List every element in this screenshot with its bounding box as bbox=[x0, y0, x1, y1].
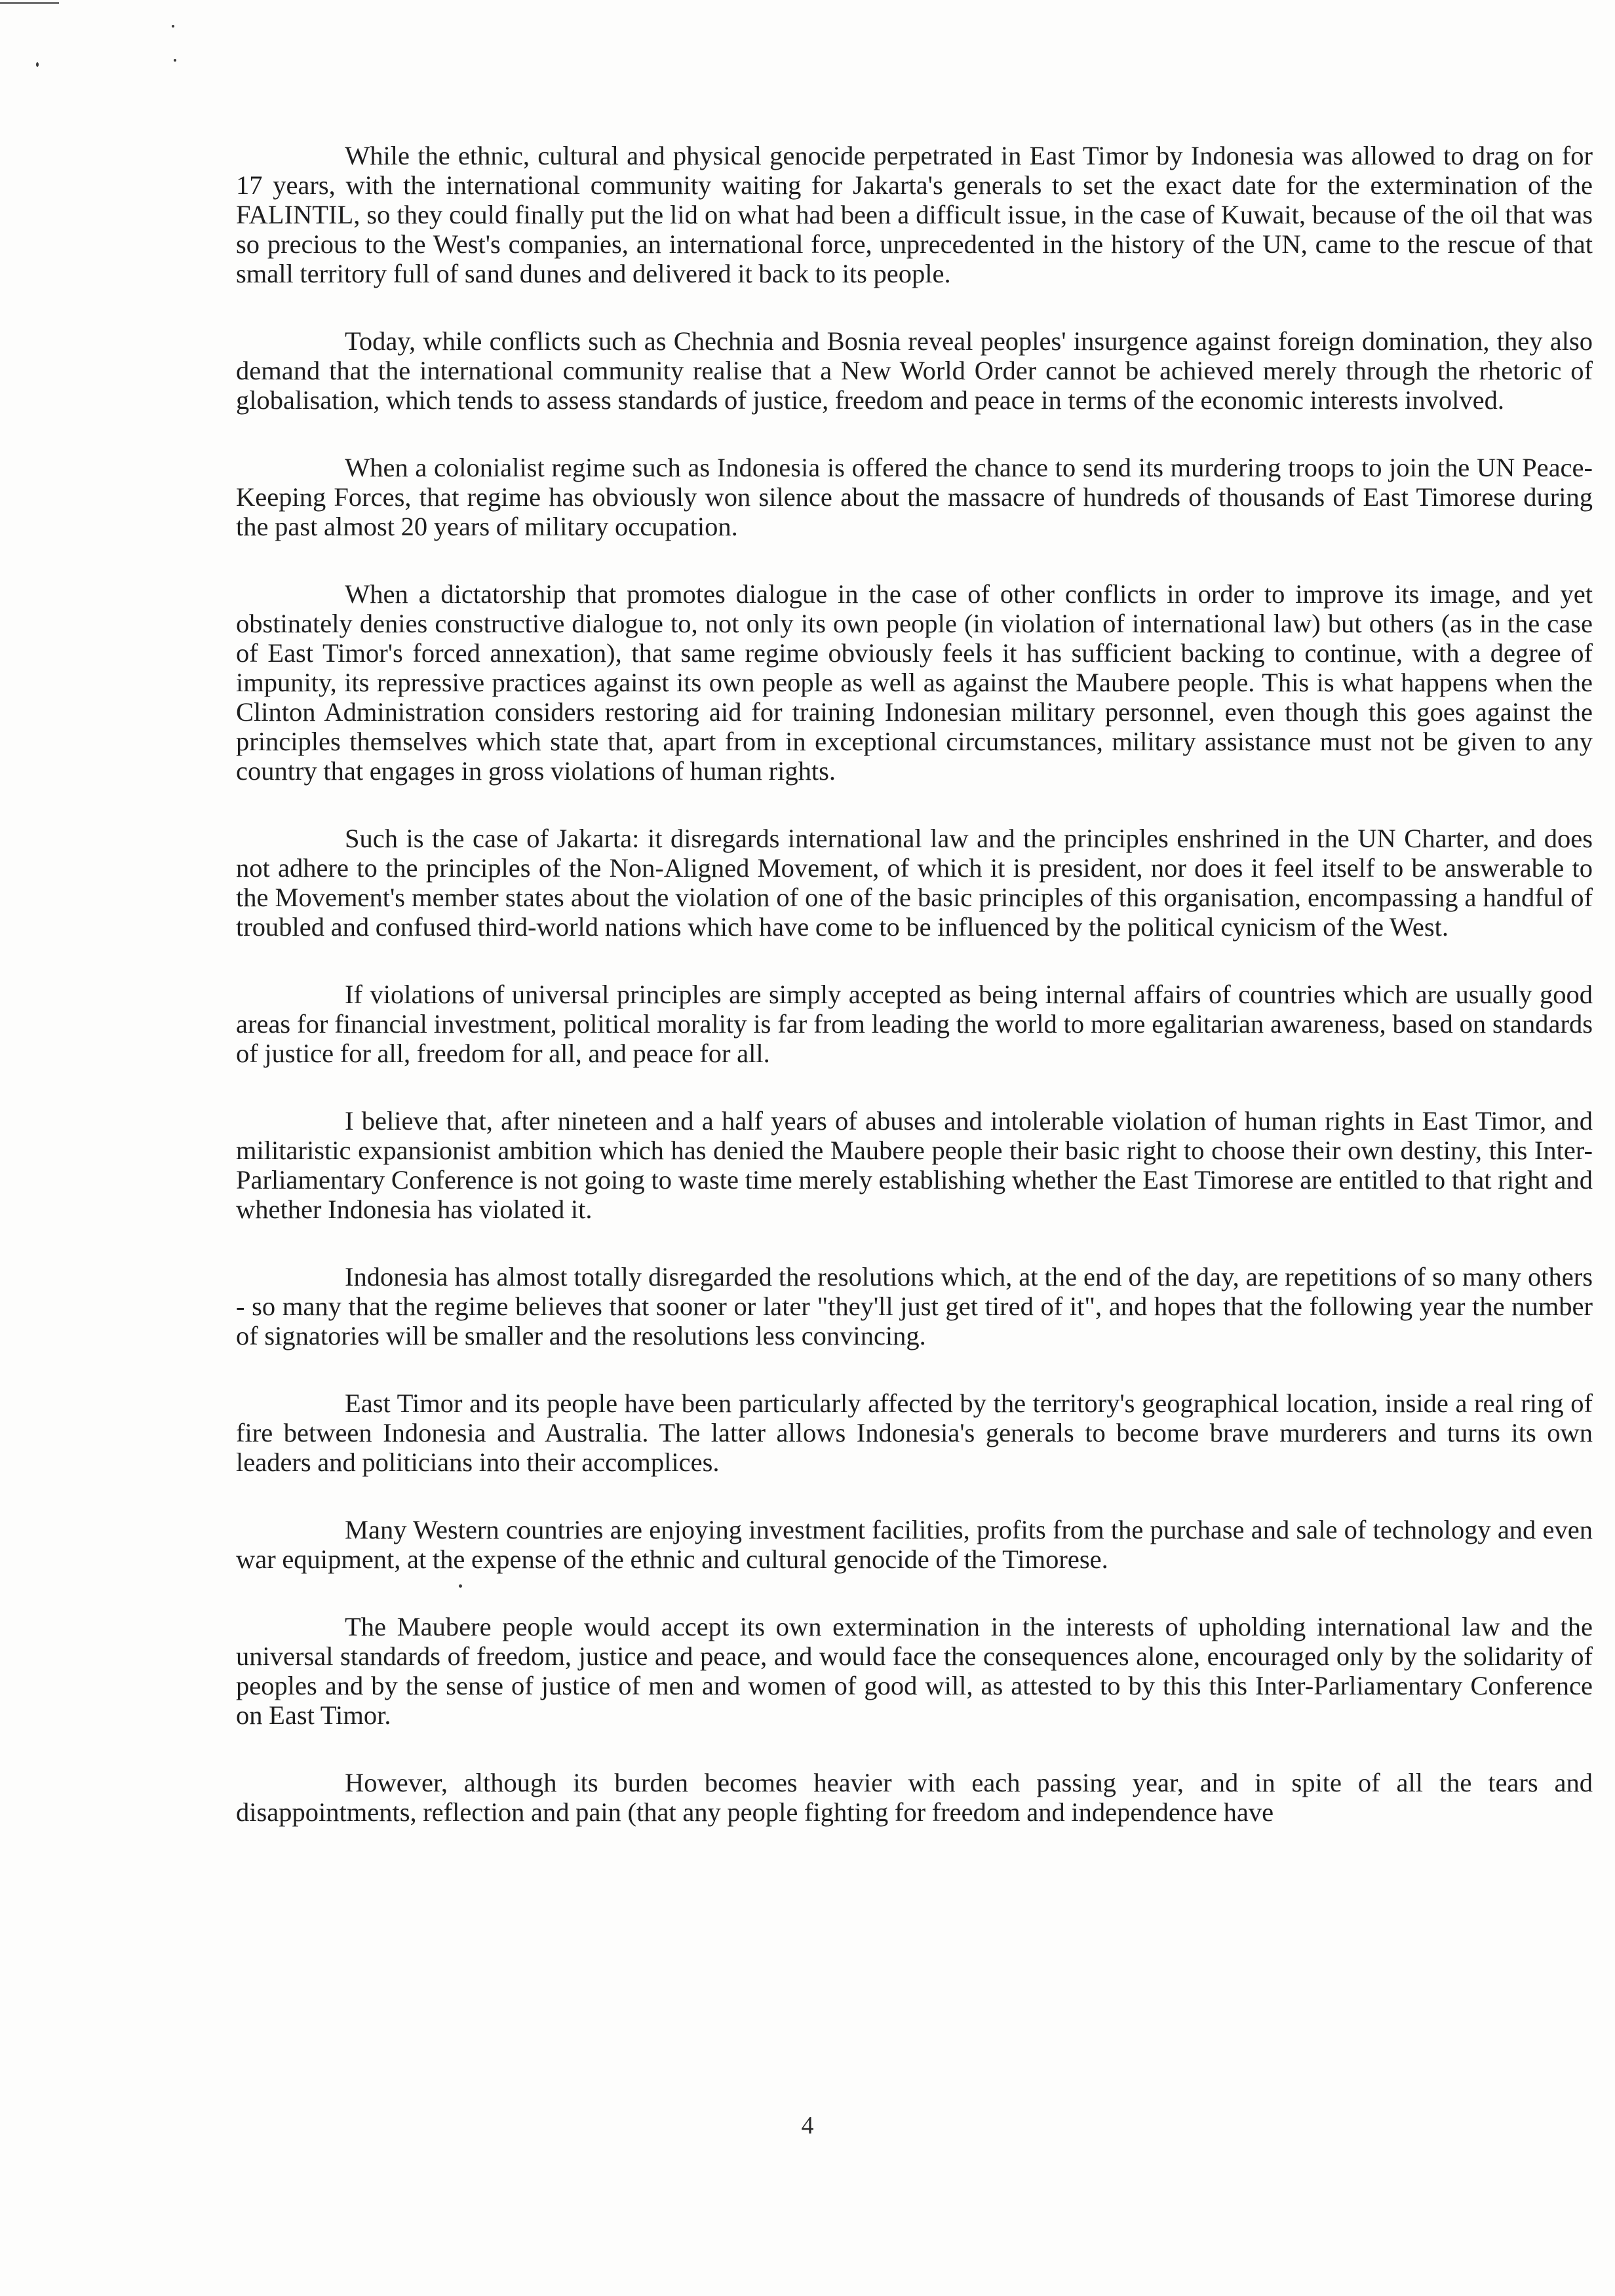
paragraph: I believe that, after nineteen and a half years of abuses and intolerable violation of human rights in East Timor, and militaristic expansionist ambition which has denied the Maubere people their basic right to choose their own destiny, this Inter-Parliamentary Conference is not going to waste time merely establishing whether the East Timorese are entitled to that right and whether Indonesia has violated it. bbox=[236, 1106, 1593, 1224]
body-text bbox=[236, 141, 1593, 1865]
scan-speck bbox=[172, 25, 174, 28]
page-number: 4 bbox=[801, 2112, 814, 2139]
paragraph: When a colonialist regime such as Indonesia is offered the chance to send its murdering troops to join the UN Peace-Keeping Forces, that regime has obviously won silence about the massacre of hundreds of thousands of East Timorese during the past almost 20 years of military occupation. bbox=[236, 453, 1593, 541]
paragraph: While the ethnic, cultural and physical genocide perpetrated in East Timor by Indonesia was allowed to drag on for 17 years, with the international community waiting for Jakarta's generals to set the exact date for the extermination of the FALINTIL, so they could finally put the lid on what had been a difficult issue, in the case of Kuwait, because of the oil that was so precious to the West's companies, an international force, unprecedented in the history of the UN, came to the rescue of that small territory full of sand dunes and delivered it back to its people. bbox=[236, 141, 1593, 288]
paragraph: Such is the case of Jakarta: it disregards international law and the principles enshrined in the UN Charter, and does not adhere to the principles of the Non-Aligned Movement, of which it is president, nor does it feel itself to be answerable to the Movement's member states about the violation of one of the basic principles of this organisation, encompassing a handful of troubled and confused third-world nations which have come to be influenced by the political cynicism of the West. bbox=[236, 824, 1593, 942]
paragraph: East Timor and its people have been particularly affected by the territory's geographical location, inside a real ring of fire between Indonesia and Australia. The latter allows Indonesia's generals to become brave murderers and turns its own leaders and politicians into their accomplices. bbox=[236, 1388, 1593, 1477]
scan-edge-mark bbox=[0, 2, 59, 4]
paragraph: When a dictatorship that promotes dialogue in the case of other conflicts in order to improve its image, and yet obstinately denies constructive dialogue to, not only its own people (in violation of international law) but others (as in the case of East Timor's forced annexation), that same regime obviously feels it has sufficient backing to continue, with a degree of impunity, its repressive practices against its own people as well as against the Maubere people. This is what happens when the Clinton Administration considers restoring aid for training Indonesian military personnel, even though this goes against the principles themselves which state that, apart from in exceptional circumstances, military assistance must not be given to any country that engages in gross violations of human rights. bbox=[236, 579, 1593, 786]
paragraph: Today, while conflicts such as Chechnia and Bosnia reveal peoples' insurgence against foreign domination, they also demand that the international community realise that a New World Order cannot be achieved merely through the rhetoric of globalisation, which tends to assess standards of justice, freedom and peace in terms of the economic interests involved. bbox=[236, 326, 1593, 415]
paragraph: If violations of universal principles are simply accepted as being internal affairs of countries which are usually good areas for financial investment, political morality is far from leading the world to more egalitarian awareness, based on standards of justice for all, freedom for all, and peace for all. bbox=[236, 980, 1593, 1068]
scan-speck bbox=[174, 59, 176, 62]
paragraph: However, although its burden becomes heavier with each passing year, and in spite of all the tears and disappointments, reflection and pain (that any people fighting for freedom and independence have bbox=[236, 1768, 1593, 1827]
paragraph: Many Western countries are enjoying investment facilities, profits from the purchase and sale of technology and even war equipment, at the expense of the ethnic and cultural genocide of the Timorese. bbox=[236, 1515, 1593, 1574]
paragraph: Indonesia has almost totally disregarded the resolutions which, at the end of the day, are repetitions of so many others - so many that the regime believes that sooner or later "they'll just get tired of it", and hopes that the following year the number of signatories will be smaller and the resolutions less convincing. bbox=[236, 1262, 1593, 1350]
paragraph: The Maubere people would accept its own extermination in the interests of upholding international law and the universal standards of freedom, justice and peace, and would face the consequences alone, encouraged only by the solidarity of peoples and by the sense of justice of men and women of good will, as attested to by this this Inter-Parliamentary Conference on East Timor. bbox=[236, 1612, 1593, 1730]
scan-speck bbox=[36, 62, 39, 67]
